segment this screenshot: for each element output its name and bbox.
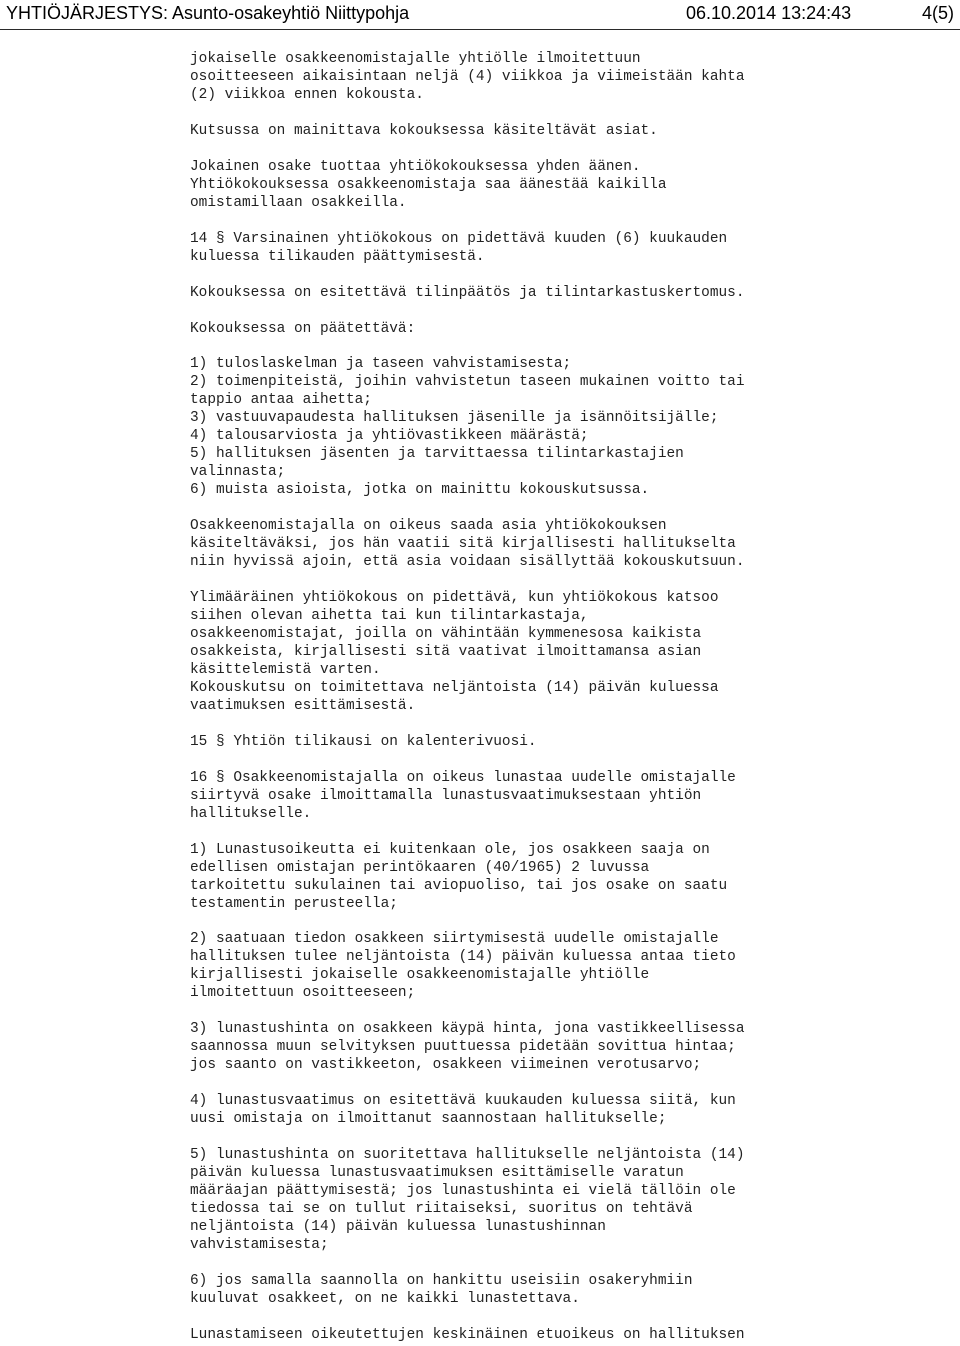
text-line: osakkeista, kirjallisesti sitä vaativat ilmoittamansa asian <box>190 643 702 660</box>
text-line: ilmoitettuun osoitteeseen; <box>190 985 416 1002</box>
text-line: 16 § Osakkeenomistajalla on oikeus lunastaa uudelle omistajalle <box>190 769 736 786</box>
text-line: käsiteltäväksi, jos hän vaatii sitä kirjallisesti hallitukselta <box>190 536 736 553</box>
text-line: 14 § Varsinainen yhtiökokous on pidettävä kuuden (6) kuukauden <box>190 230 728 247</box>
paragraph <box>190 159 930 213</box>
text-line: 3) lunastushinta on osakkeen käypä hinta, jona vastikkeellisessa <box>190 1021 745 1038</box>
text-line: (2) viikkoa ennen kokousta. <box>190 86 424 103</box>
text-line: kuluessa tilikauden päättymisestä. <box>190 248 485 265</box>
paragraph <box>190 231 930 267</box>
text-line: tappio antaa aihetta; <box>190 392 372 409</box>
text-line: Kokouskutsu on toimitettava neljäntoista (14) päivän kuluessa <box>190 679 719 696</box>
text-line: 1) tuloslaskelman ja taseen vahvistamisesta; <box>190 356 572 373</box>
text-line: hallitukselle. <box>190 805 312 822</box>
paragraph <box>190 356 930 500</box>
text-line: tarkoitettu sukulainen tai aviopuoliso, tai jos osake on saatu <box>190 877 728 894</box>
text-line: niin hyvissä ajoin, että asia voidaan sisällyttää kokouskutsuun. <box>190 554 745 571</box>
text-line: edellisen omistajan perintökaaren (40/1965) 2 luvussa <box>190 859 650 876</box>
paragraph <box>190 842 930 914</box>
text-line: Osakkeenomistajalla on oikeus saada asia yhtiökokouksen <box>190 518 667 535</box>
text-line: Ylimääräinen yhtiökokous on pidettävä, kun yhtiökokous katsoo <box>190 590 719 607</box>
text-line: määräajan päättymisestä; jos lunastushinta ei vielä tällöin ole <box>190 1183 736 1200</box>
text-line: osoitteeseen aikaisintaan neljä (4) viikkoa ja viimeistään kahta <box>190 68 745 85</box>
text-line: käsittelemistä varten. <box>190 661 381 678</box>
text-line: tiedossa tai se on tullut riitaiseksi, suoritus on tehtävä <box>190 1201 693 1217</box>
paragraph <box>190 51 930 105</box>
text-line: saannossa muun selvityksen puuttuessa pidetään sovittua hintaa; <box>190 1039 736 1056</box>
text-line: jokaiselle osakkeenomistajalle yhtiölle ilmoitettuun <box>190 51 641 67</box>
paragraph <box>190 1327 930 1345</box>
document-body <box>190 51 930 1345</box>
text-line: kuuluvat osakkeet, on ne kaikki lunastettava. <box>190 1290 580 1307</box>
text-line: omistamillaan osakkeilla. <box>190 194 407 211</box>
text-line: 2) saatuaan tiedon osakkeen siirtymisestä uudelle omistajalle <box>190 931 719 948</box>
paragraph <box>190 1273 930 1309</box>
text-line: vaatimuksen esittämisestä. <box>190 697 416 714</box>
header-divider <box>0 29 960 30</box>
text-line: vahvistamisesta; <box>190 1236 329 1253</box>
text-line: Lunastamiseen oikeutettujen keskinäinen etuoikeus on hallituksen <box>190 1326 745 1343</box>
text-line: uusi omistaja on ilmoittanut saannostaan hallitukselle; <box>190 1111 667 1128</box>
text-line: hallituksen tulee neljäntoista (14) päivän kuluessa antaa tieto <box>190 949 736 966</box>
paragraph <box>190 123 930 141</box>
text-line: 4) talousarviosta ja yhtiövastikkeen määrästä; <box>190 428 589 445</box>
paragraph <box>190 285 930 303</box>
text-line: 4) lunastusvaatimus on esitettävä kuukauden kuluessa siitä, kun <box>190 1093 736 1110</box>
print-timestamp: 06.10.2014 13:24:43 <box>686 3 852 23</box>
paragraph <box>190 1093 930 1129</box>
paragraph <box>190 518 930 572</box>
text-line: 15 § Yhtiön tilikausi on kalenterivuosi. <box>190 733 537 750</box>
text-line: 3) vastuuvapaudesta hallituksen jäsenille ja isännöitsijälle; <box>190 410 719 427</box>
text-line: valinnasta; <box>190 464 286 481</box>
text-line: Yhtiökokouksessa osakkeenomistaja saa äänestää kaikilla <box>190 176 667 193</box>
text-line: Jokainen osake tuottaa yhtiökokouksessa yhden äänen. <box>190 158 641 175</box>
paragraph <box>190 770 930 824</box>
text-line: 6) muista asioista, jotka on mainittu kokouskutsussa. <box>190 482 650 499</box>
paragraph <box>190 734 930 752</box>
paragraph <box>190 1021 930 1075</box>
text-line: 2) toimenpiteistä, joihin vahvistetun taseen mukainen voitto tai <box>190 374 745 391</box>
text-line: osakkeenomistajat, joilla on vähintään kymmenesosa kaikista <box>190 626 702 642</box>
document-title: YHTIÖJÄRJESTYS: Asunto-osakeyhtiö Niittypohja <box>6 3 410 23</box>
paragraph <box>190 321 930 339</box>
text-line: Kokouksessa on päätettävä: <box>190 320 416 337</box>
text-line: 5) hallituksen jäsenten ja tarvittaessa tilintarkastajien <box>190 446 684 463</box>
text-line: päivän kuluessa lunastusvaatimuksen esittämiselle varatun <box>190 1165 684 1182</box>
text-line: testamentin perusteella; <box>190 895 398 912</box>
text-line: neljäntoista (14) päivän kuluessa lunastushinnan <box>190 1218 606 1235</box>
text-line: siihen olevan aihetta tai kun tilintarkastaja, <box>190 608 589 625</box>
page-number: 4(5) <box>921 3 954 23</box>
text-line: Kutsussa on mainittava kokouksessa käsiteltävät asiat. <box>190 122 658 139</box>
text-line: jos saanto on vastikkeeton, osakkeen viimeinen verotusarvo; <box>190 1057 702 1074</box>
text-line: siirtyvä osake ilmoittamalla lunastusvaatimuksestaan yhtiön <box>190 787 702 804</box>
paragraph <box>190 1147 930 1255</box>
paragraph <box>190 931 930 1003</box>
text-line: kirjallisesti jokaiselle osakkeenomistajalle yhtiölle <box>190 967 650 984</box>
text-line: 1) Lunastusoikeutta ei kuitenkaan ole, jos osakkeen saaja on <box>190 841 710 858</box>
paragraph <box>190 590 930 716</box>
text-line: 5) lunastushinta on suoritettava hallitukselle neljäntoista (14) <box>190 1147 745 1164</box>
text-line: Kokouksessa on esitettävä tilinpäätös ja tilintarkastuskertomus. <box>190 284 745 301</box>
text-line: 6) jos samalla saannolla on hankittu useisiin osakeryhmiin <box>190 1272 693 1289</box>
